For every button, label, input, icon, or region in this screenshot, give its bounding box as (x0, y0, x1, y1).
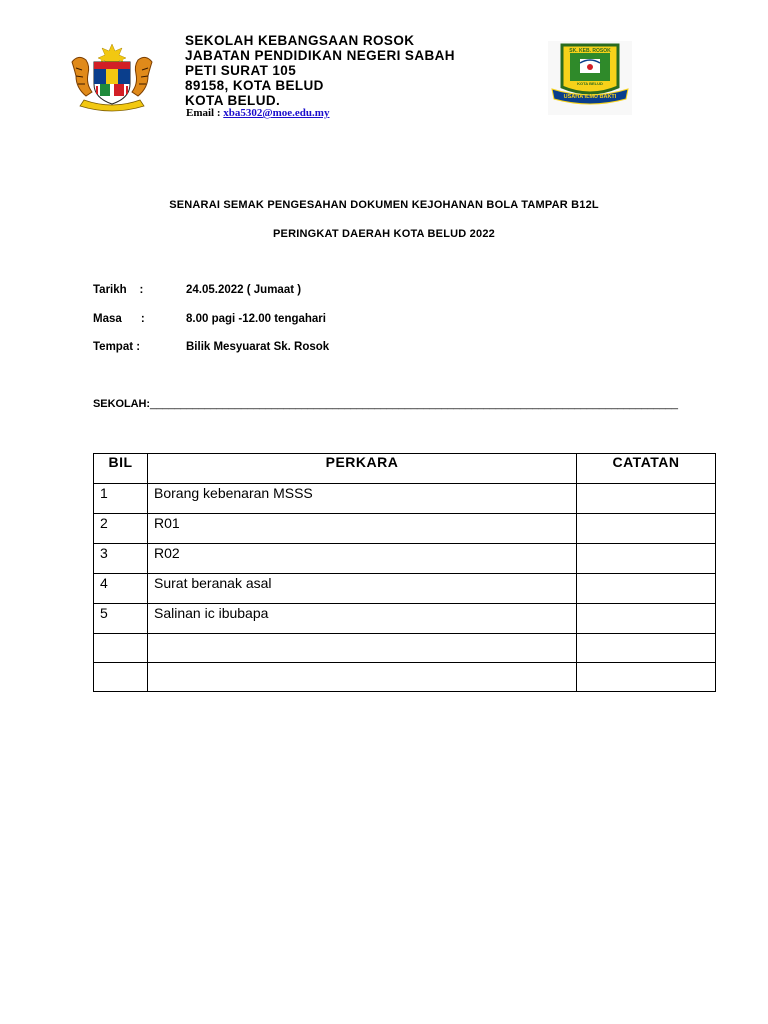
cell-bil[interactable] (94, 663, 148, 692)
table-row (94, 574, 716, 604)
email-label: Email : (186, 107, 221, 119)
sekolah-field (93, 398, 678, 410)
cell-catatan[interactable] (577, 663, 716, 692)
table-row (94, 634, 716, 663)
jata-negara-crest (66, 42, 158, 112)
town: KOTA BELUD. (185, 93, 281, 108)
cell-perkara: R01 (148, 514, 577, 544)
table-row (94, 604, 716, 634)
school-logo-top-text: SK. KEB. ROSOK (569, 48, 611, 54)
table-row (94, 514, 716, 544)
masa-label: Masa : (93, 313, 145, 325)
cell-catatan[interactable] (577, 574, 716, 604)
sekolah-label: SEKOLAH: (93, 398, 151, 410)
tempat-value: Bilik Mesyuarat Sk. Rosok (186, 341, 330, 353)
cell-perkara: Salinan ic ibubapa (148, 604, 577, 634)
header-perkara: PERKARA (148, 454, 577, 484)
department-name: JABATAN PENDIDIKAN NEGERI SABAH (185, 48, 455, 63)
school-name: SEKOLAH KEBANGSAAN ROSOK (185, 33, 415, 48)
table-row (94, 484, 716, 514)
cell-perkara[interactable] (148, 634, 577, 663)
school-logo-side-text: KOTA BELUD (577, 81, 603, 86)
masa-value: 8.00 pagi -12.00 tengahari (186, 313, 326, 325)
cell-bil: 1 (94, 484, 148, 514)
cell-bil: 4 (94, 574, 148, 604)
po-box: PETI SURAT 105 (185, 63, 297, 78)
cell-catatan[interactable] (577, 484, 716, 514)
cell-catatan[interactable] (577, 604, 716, 634)
school-logo (548, 41, 632, 115)
school-logo-motto: USAHA ILMU BAKTI (563, 94, 617, 100)
cell-catatan[interactable] (577, 634, 716, 663)
header-bil: BIL (94, 454, 148, 484)
cell-catatan[interactable] (577, 544, 716, 574)
cell-catatan[interactable] (577, 514, 716, 544)
sekolah-blank-line[interactable]: _______________________________________________________________________________________ (150, 398, 678, 410)
cell-perkara[interactable] (148, 663, 577, 692)
checklist-table (93, 453, 716, 692)
table-row (94, 544, 716, 574)
email-line (186, 107, 329, 119)
document-subtitle: PERINGKAT DAERAH KOTA BELUD 2022 (273, 228, 495, 240)
table-row (94, 663, 716, 692)
tempat-label: Tempat : (93, 341, 141, 353)
email-link[interactable]: xba5302@moe.edu.my (223, 107, 330, 119)
document-title: SENARAI SEMAK PENGESAHAN DOKUMEN KEJOHANAN BOLA TAMPAR B12L (169, 199, 599, 211)
cell-bil: 3 (94, 544, 148, 574)
postcode-city: 89158, KOTA BELUD (185, 78, 324, 93)
header-catatan: CATATAN (577, 454, 716, 484)
cell-bil: 2 (94, 514, 148, 544)
cell-perkara: Surat beranak asal (148, 574, 577, 604)
cell-perkara: R02 (148, 544, 577, 574)
cell-bil[interactable] (94, 634, 148, 663)
tarikh-value: 24.05.2022 ( Jumaat ) (186, 284, 302, 296)
tarikh-label: Tarikh : (93, 284, 144, 296)
cell-bil: 5 (94, 604, 148, 634)
table-header-row (94, 454, 716, 484)
cell-perkara: Borang kebenaran MSSS (148, 484, 577, 514)
